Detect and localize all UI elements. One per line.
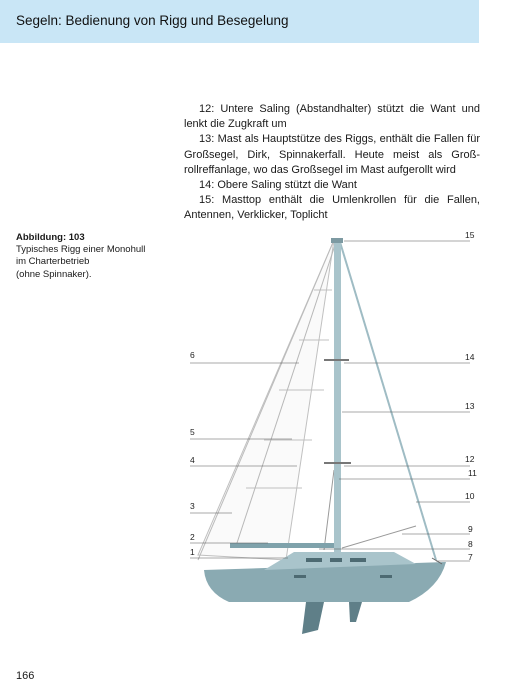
caption-title: Abbildung: 103 [16,232,85,243]
hull-body [204,562,446,602]
rigging-illustration [184,230,484,645]
callout-6: 6 [190,350,195,360]
callout-1: 1 [190,547,195,557]
callout-2: 2 [190,532,195,542]
caption-line: (ohne Spinnaker). [16,268,92,280]
caption-line: Typisches Rigg einer Monohull [16,244,146,256]
paragraph-item-14: 14: Obere Saling stützt die Want [199,179,357,192]
callout-11: 11 [468,468,477,478]
paragraph-item-15: 15: Masttop enthält die Umlenkrollen für die Fallen, Antennen, Verklicker, Toplicht [184,194,480,222]
callout-12: 12 [465,454,475,464]
callout-4: 4 [190,455,195,465]
caption-line: im Charterbetrieb [16,256,90,268]
boom-vang [342,526,416,548]
paragraph-item-12: 12: Untere Saling (Abstandhalter) stützt die Want und lenkt die Zugkraft um [184,103,480,131]
lower-shroud [324,470,334,550]
page-number: 166 [16,670,35,682]
callout-13: 13 [465,401,475,411]
cabin-window [350,558,366,562]
paragraph-item-13: 13: Mast als Hauptstütze des Riggs, enthält die Fallen für Großsegel, Dirk, Spinnakerfall. Heute meist als Groß-rollreffanlage, wo das Großsegel im Mast aufgerollt wird [184,133,480,176]
boom [230,543,334,548]
chapter-title: Segeln: Bedienung von Rigg und Besegelung [16,13,289,28]
sailboat-diagram [184,230,484,640]
body-text [184,102,480,224]
hull-portlight [380,575,392,578]
callout-10: 10 [465,491,475,501]
backstay [340,242,436,560]
callout-15: 15 [465,230,475,240]
callout-8: 8 [468,539,473,549]
callout-5: 5 [190,427,195,437]
hull-portlight [294,575,306,578]
cabin-window [330,558,342,562]
mast-top [331,238,343,243]
rudder [349,602,362,622]
figure-caption [16,232,176,281]
cabin-window [306,558,322,562]
callout-14: 14 [465,352,475,362]
callout-9: 9 [468,524,473,534]
hull [204,552,446,634]
chapter-header [0,0,479,43]
mast [334,240,341,562]
callout-7: 7 [468,552,473,562]
keel [302,602,324,634]
leader-lines [190,241,470,561]
callout-3: 3 [190,501,195,511]
